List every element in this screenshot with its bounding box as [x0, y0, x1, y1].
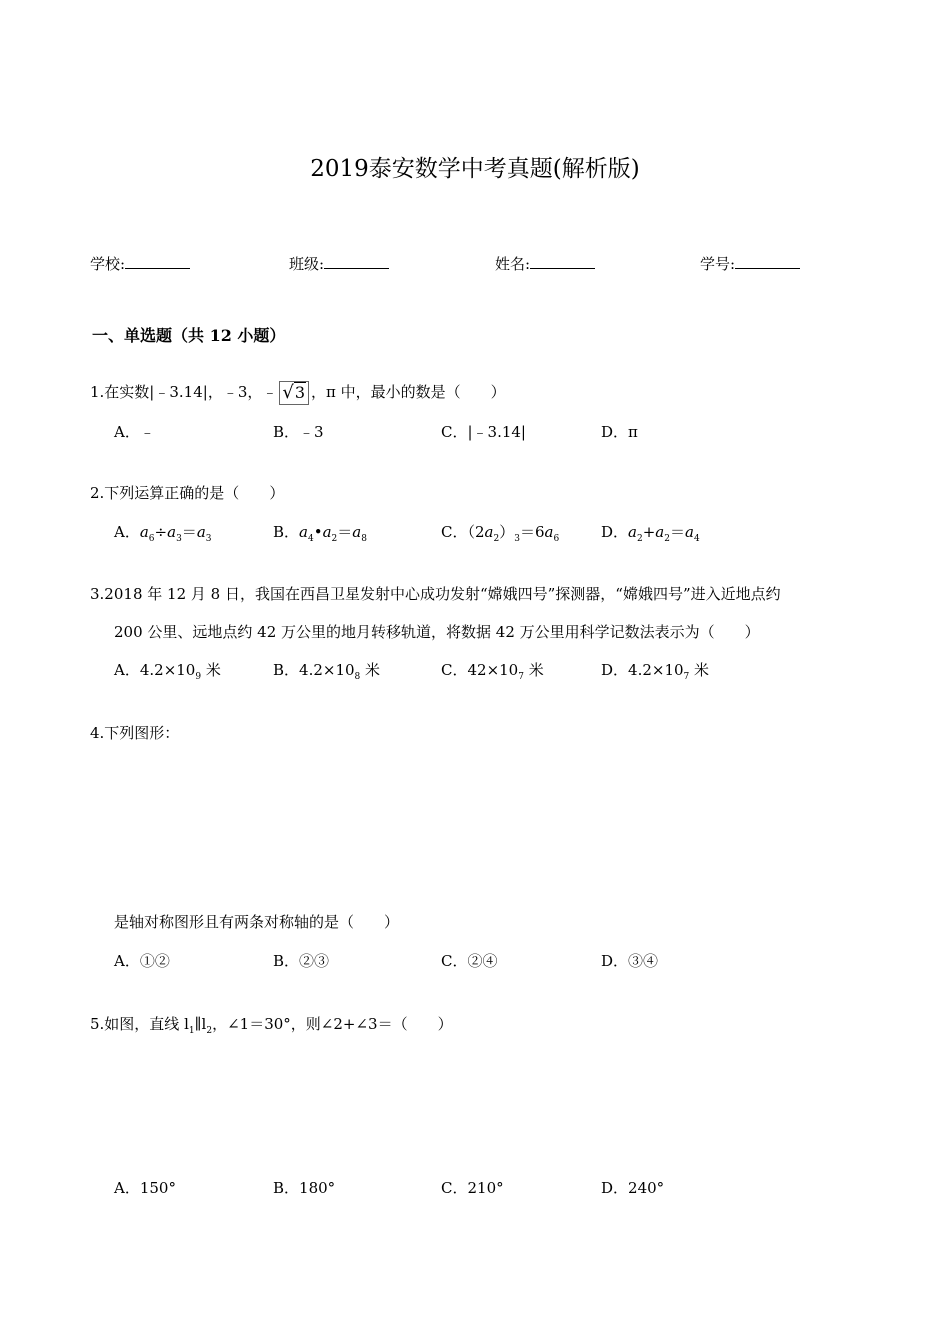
number-field — [700, 253, 800, 274]
q5-option-b: B．180° — [273, 1179, 336, 1197]
school-blank — [125, 254, 190, 269]
sqrt-image: √3 — [279, 381, 309, 405]
q3-option-b — [273, 659, 380, 682]
q5-mid: ∥l — [194, 1015, 207, 1033]
question-2-stem: 2.下列运算正确的是（ ） — [90, 484, 285, 502]
name-blank — [530, 254, 595, 269]
section-heading: 一、单选题（共 12 小题） — [92, 326, 286, 345]
q2d-eq: ＝ — [669, 523, 685, 541]
class-blank — [324, 254, 389, 269]
q5-sub2: 2 — [206, 1026, 213, 1036]
name-field — [495, 253, 595, 274]
q2b-exp3: 8 — [361, 534, 367, 544]
question-1-stem — [90, 381, 506, 405]
q1-stem-b: ，π 中，最小的数是（ ） — [311, 383, 506, 401]
q2b-var3: a — [352, 523, 362, 541]
q3b-pre: B．4.2×10 — [273, 661, 355, 679]
q2d-exp1: 2 — [636, 534, 643, 544]
number-label: 学号: — [700, 255, 736, 273]
q2b-var1: a — [299, 523, 308, 541]
q5-option-c: C．210° — [441, 1179, 504, 1197]
q2d-exp2: 2 — [664, 534, 670, 544]
q4-option-b: B．②③ — [273, 952, 330, 970]
q5-stem-b: ，∠1＝30°，则∠2+∠3＝（ ） — [212, 1015, 453, 1033]
q3d-pre: D．4.2×10 — [601, 661, 684, 679]
q5-option-d: D．240° — [601, 1179, 665, 1197]
q3d-exp: 7 — [683, 672, 690, 682]
q1-option-c: C．|﹣3.14| — [441, 423, 526, 441]
q3-option-a — [114, 659, 221, 682]
q2d-var1: a — [628, 523, 637, 541]
school-label: 学校: — [90, 255, 126, 273]
q2c-var3: a — [544, 523, 554, 541]
school-field — [90, 253, 190, 274]
q3b-exp: 8 — [354, 672, 361, 682]
q2a-exp1: 6 — [148, 534, 155, 544]
q2-option-b — [273, 521, 367, 544]
q2c-eq: ＝6 — [519, 523, 545, 541]
number-blank — [735, 254, 800, 269]
q2a-exp2: 3 — [176, 534, 182, 544]
q3d-post: 米 — [689, 661, 710, 679]
q2c-exp3: 6 — [553, 534, 560, 544]
q3a-pre: A．4.2×10 — [114, 661, 196, 679]
q2a-exp3: 3 — [205, 534, 212, 544]
q2d-exp3: 4 — [693, 534, 700, 544]
q2a-op: ÷ — [154, 523, 168, 541]
q3c-post: 米 — [523, 661, 544, 679]
q1-stem-a: 1.在实数|﹣3.14|，﹣3，﹣ — [90, 383, 278, 401]
q2a-var1: a — [139, 523, 149, 541]
q2a-var3: a — [196, 523, 206, 541]
q5-stem-a: 5.如图，直线 l — [90, 1015, 189, 1033]
q5-sub1: 1 — [188, 1026, 195, 1036]
q3b-post: 米 — [360, 661, 381, 679]
q2d-var3: a — [685, 523, 694, 541]
q2b-eq: ＝ — [337, 523, 353, 541]
q3-option-c — [441, 659, 544, 682]
q4-option-d: D．③④ — [601, 952, 659, 970]
q3a-post: 米 — [201, 661, 221, 679]
q2c-exp1: 2 — [493, 534, 500, 544]
question-4-stem: 4.下列图形： — [90, 724, 180, 742]
q3c-exp: 7 — [518, 672, 524, 682]
q2a-var2: a — [167, 523, 177, 541]
q3-option-d — [601, 659, 709, 682]
question-3-line2: 200 公里、远地点约 42 万公里的地月转移轨道，将数据 42 万公里用科学记数法表示为（ ） — [114, 623, 760, 641]
q2-option-d — [601, 521, 700, 544]
q4-option-a: A．①② — [114, 952, 170, 970]
q2-option-c — [441, 521, 559, 544]
page-title: 2019泰安数学中考真题(解析版) — [310, 156, 640, 182]
question-5-stem — [90, 1013, 453, 1036]
sqrt-value: 3 — [294, 383, 306, 402]
q2c-label: C．（2 — [441, 523, 485, 541]
q2c-var1: a — [484, 523, 494, 541]
name-label: 姓名: — [495, 255, 531, 273]
q2a-label: A． — [114, 523, 140, 541]
q2-option-a — [114, 521, 212, 544]
question-4-stem2: 是轴对称图形且有两条对称轴的是（ ） — [114, 913, 400, 931]
q4-option-c: C．②④ — [441, 952, 498, 970]
q1-option-b: B．﹣3 — [273, 423, 324, 441]
q2b-op: • — [313, 523, 323, 541]
q2d-op: + — [642, 523, 656, 541]
q2b-exp1: 4 — [307, 534, 314, 544]
q2c-paren: ） — [499, 523, 515, 541]
q3c-pre: C．42×10 — [441, 661, 519, 679]
q1-option-d: D．π — [601, 423, 638, 441]
q2b-label: B． — [273, 523, 300, 541]
q2d-label: D． — [601, 523, 629, 541]
q3a-exp: 9 — [195, 672, 202, 682]
q1-option-a: A．﹣ — [114, 423, 155, 441]
q2b-exp2: 2 — [331, 534, 338, 544]
class-label: 班级: — [289, 255, 325, 273]
q2a-eq: ＝ — [181, 523, 197, 541]
question-3-line1: 3.2018 年 12 月 8 日，我国在西昌卫星发射中心成功发射“嫦娥四号”探测器，“嫦娥四号”进入近地点约 — [90, 585, 781, 603]
q2b-var2: a — [322, 523, 332, 541]
q2d-var2: a — [655, 523, 665, 541]
q5-option-a: A．150° — [114, 1179, 176, 1197]
class-field — [289, 253, 389, 274]
q2c-exp2: 3 — [514, 534, 520, 544]
